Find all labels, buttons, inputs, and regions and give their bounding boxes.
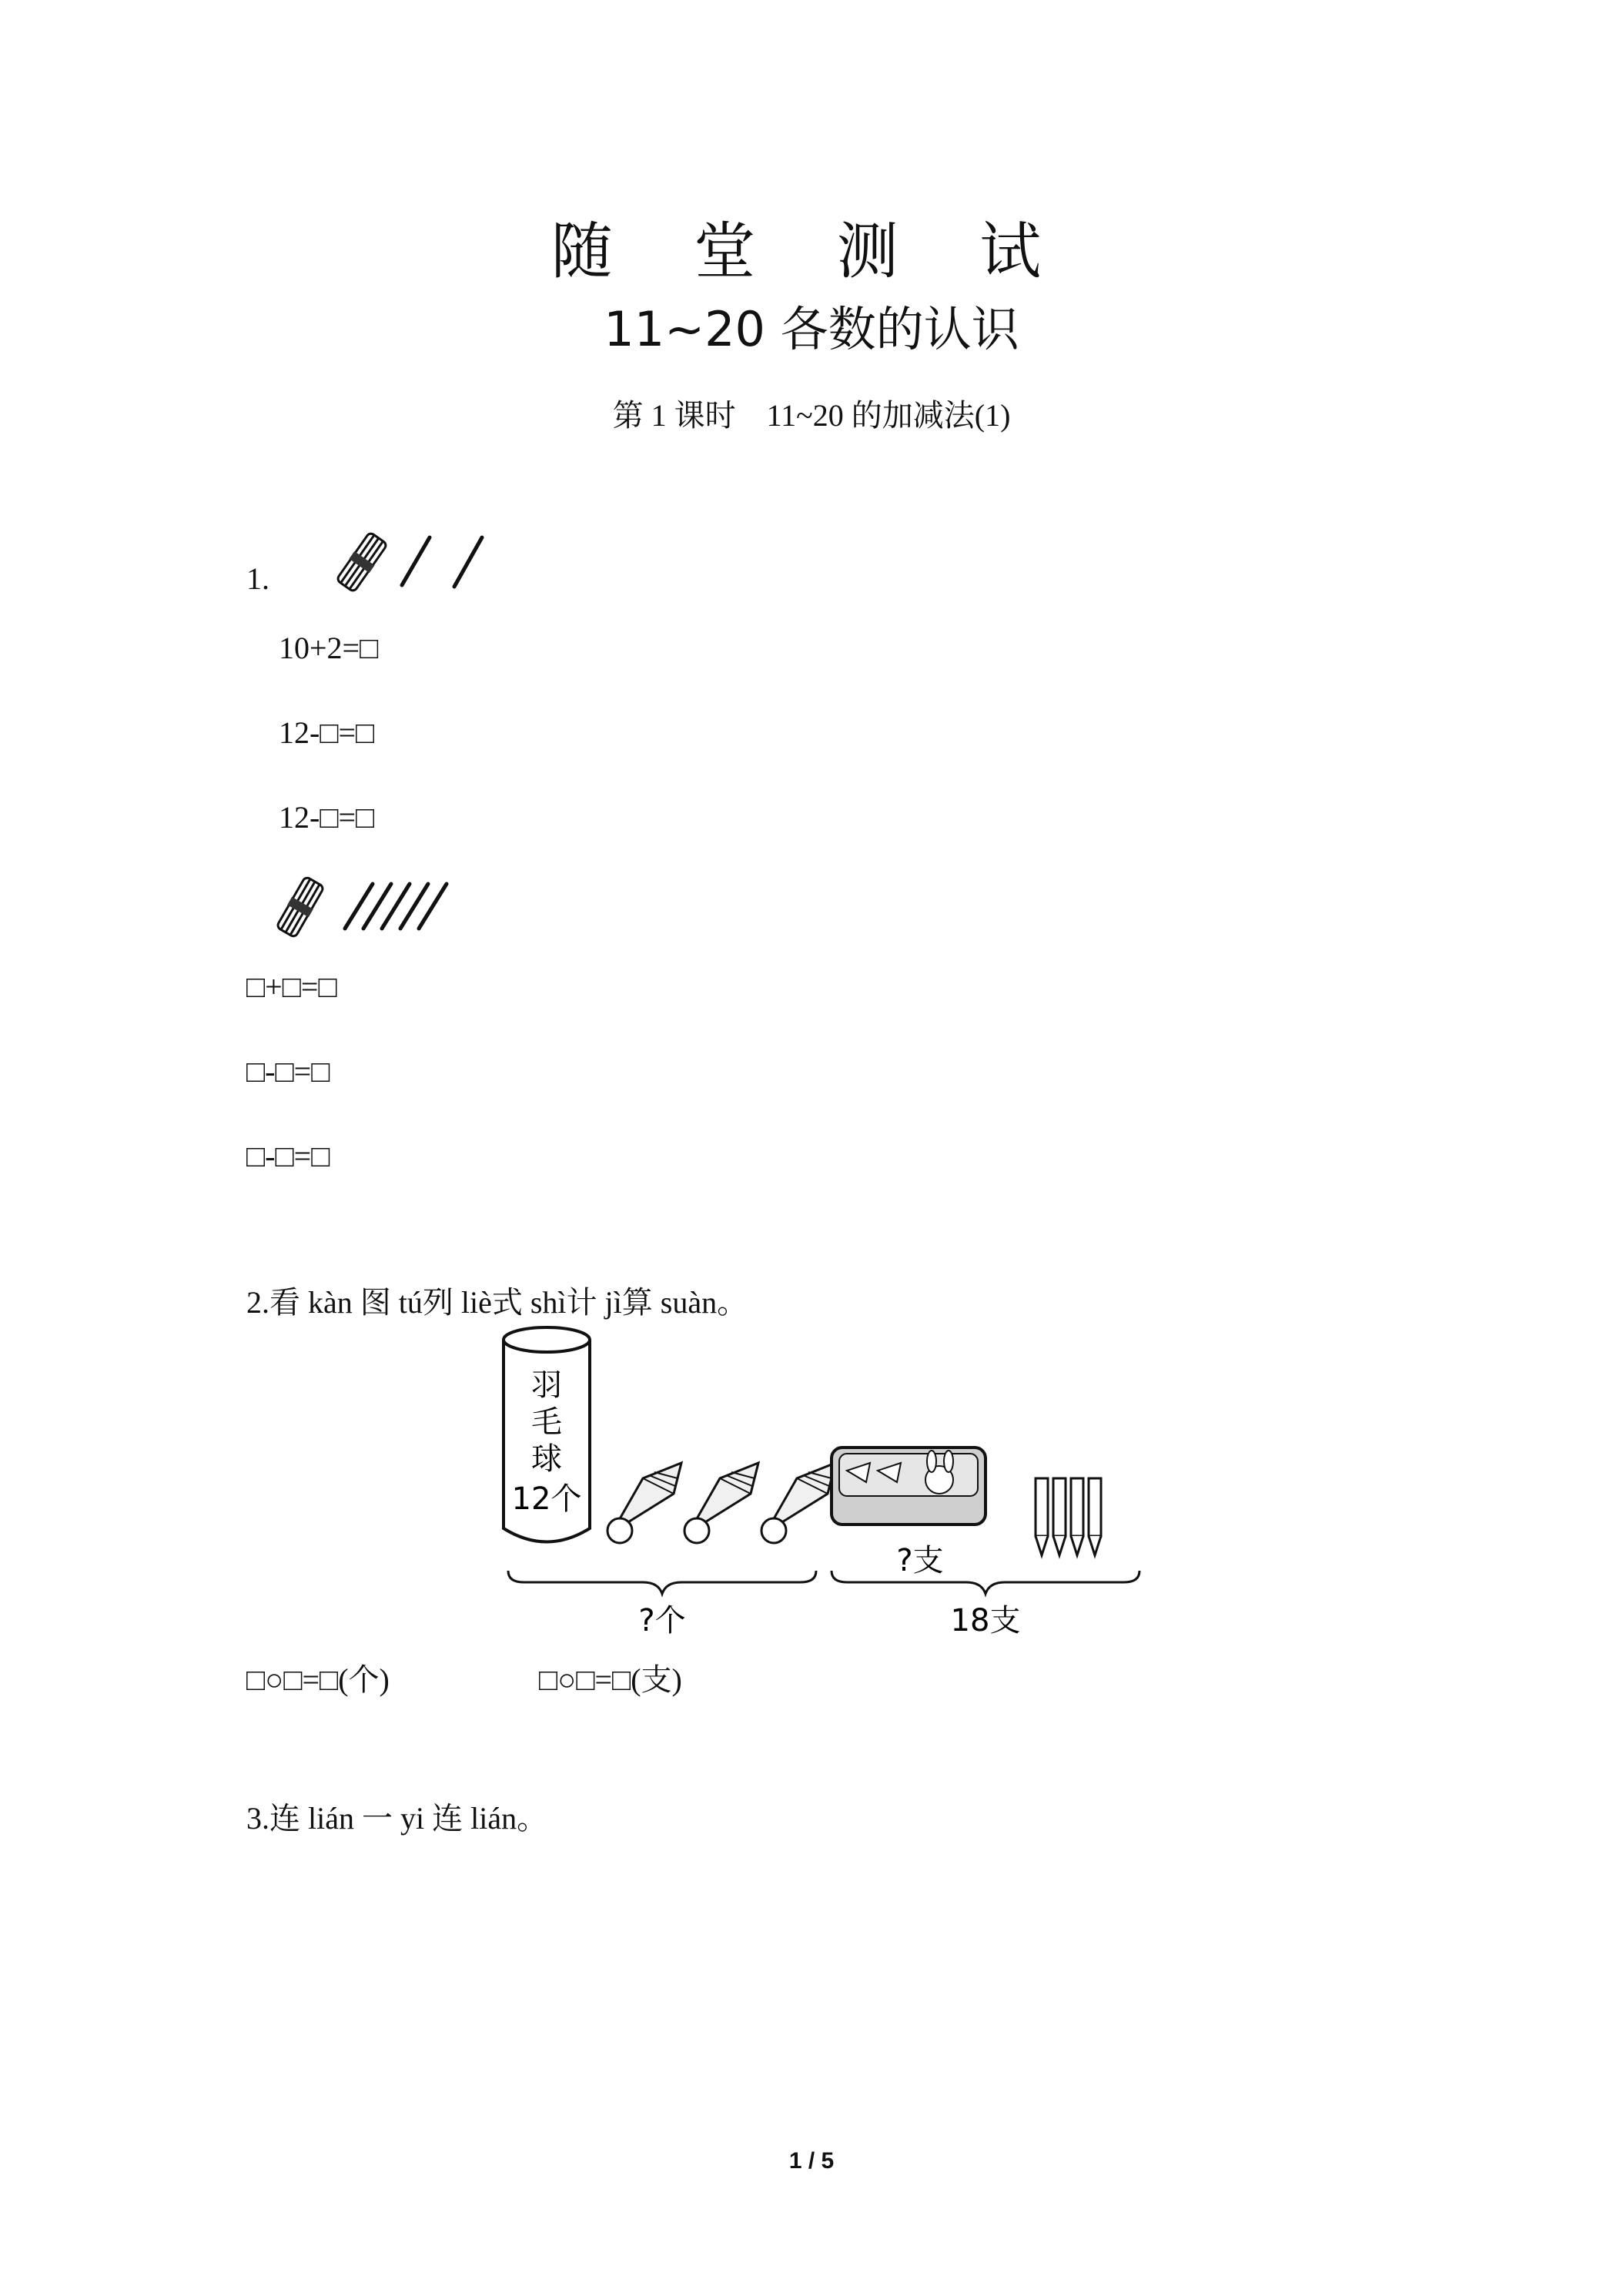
page-number: 1 / 5 (788, 2148, 835, 2174)
q1-line-5: □-□=□ (246, 1054, 330, 1089)
right-brace (832, 1571, 1139, 1594)
tube-label-3: 球 (531, 1441, 562, 1477)
q1-line-1: 10+2=□ (279, 631, 379, 665)
page-title: 随 堂 测 试 (550, 216, 1073, 287)
shuttlecock-icon (607, 1463, 681, 1543)
tube-label-4: 12个 (511, 1481, 582, 1517)
q1-line-2: 12-□=□ (279, 715, 375, 750)
shuttlecock-icon (761, 1463, 835, 1543)
stick-bundle-two-sticks-icon (331, 524, 500, 601)
tube-label-2: 毛 (531, 1404, 562, 1440)
shuttlecock-icon (684, 1463, 758, 1543)
q1-line-6: □-□=□ (246, 1139, 330, 1173)
stick-bundle-five-sticks-icon (269, 869, 470, 946)
q2-heading: 2.看 kàn 图 tú列 liè式 shì计 jì算 suàn。 (246, 1285, 748, 1320)
q3-heading: 3.连 lián 一 yi 连 lián。 (246, 1801, 548, 1836)
page-subtitle: 11~20 各数的认识 (604, 301, 1019, 357)
q2-diagram (493, 1324, 1139, 1648)
left-brace-label: ?个 (638, 1603, 686, 1638)
pencil-case-label: ?支 (896, 1543, 944, 1578)
pencil-icon (1036, 1478, 1048, 1555)
left-brace (508, 1571, 816, 1594)
shuttlecock-tube-icon (504, 1327, 590, 1542)
pencil-icon (1089, 1478, 1101, 1555)
lesson-title: 第 1 课时 11~20 的加减法(1) (612, 398, 1011, 433)
pencil-icon (1053, 1478, 1066, 1555)
pencil-case-icon (832, 1448, 986, 1525)
q1-line-3: 12-□=□ (279, 800, 375, 835)
tube-label-1: 羽 (531, 1367, 562, 1403)
q2-answer-right: □○□=□(支) (539, 1662, 682, 1697)
q1-number: 1. (246, 561, 269, 596)
q2-answer-left: □○□=□(个) (246, 1662, 390, 1697)
right-brace-label: 18支 (950, 1603, 1021, 1638)
pencil-icon (1071, 1478, 1083, 1555)
q1-line-4: □+□=□ (246, 969, 337, 1004)
